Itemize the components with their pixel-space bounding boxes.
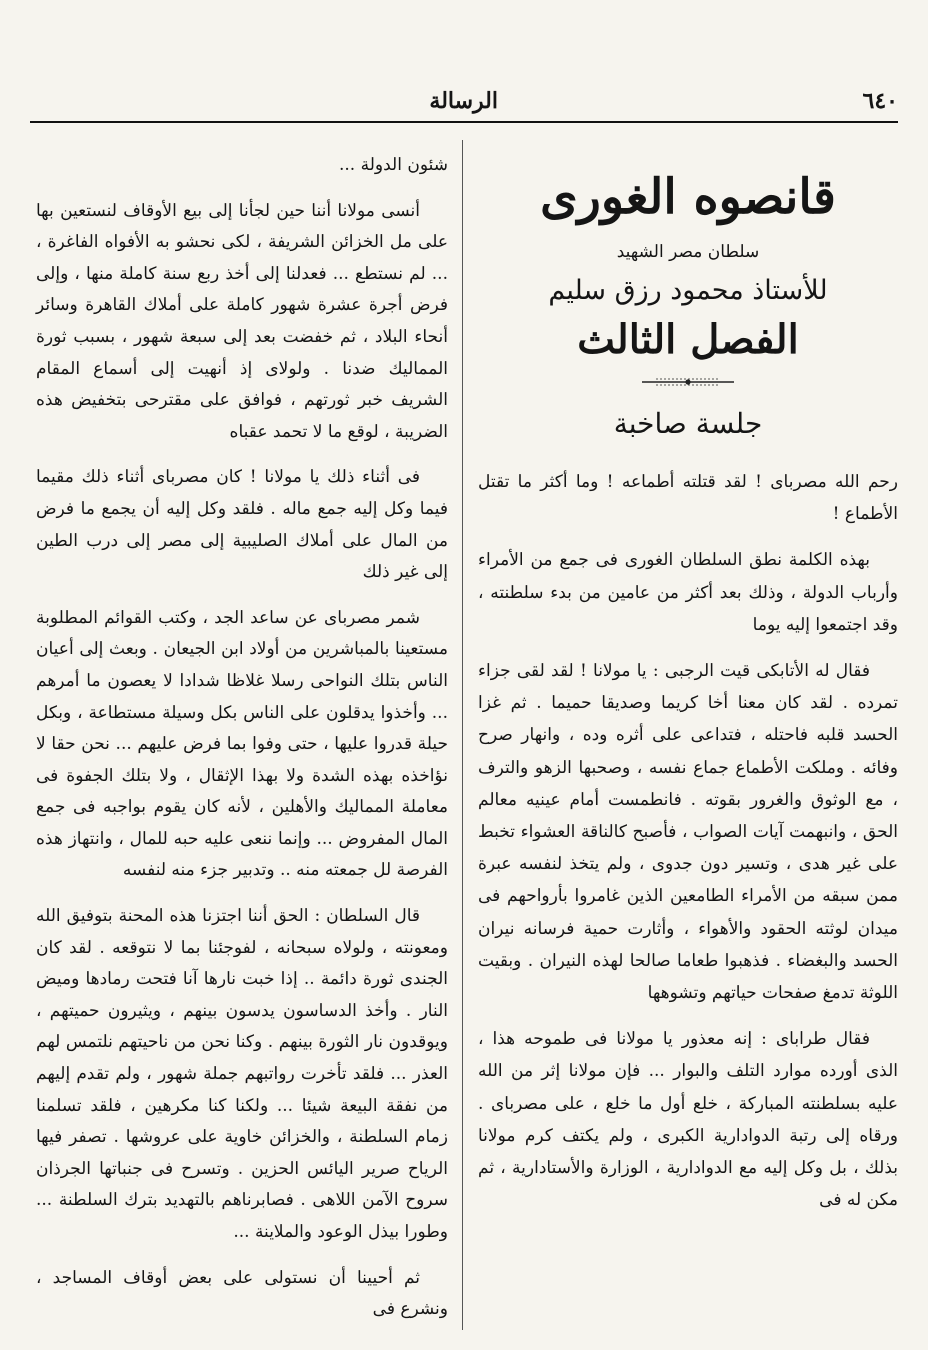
right-paragraph-1: رحم الله مصرباى ! لقد قتلته أطماعه ! وما أكثر ما تقتل الأطماع ! bbox=[478, 472, 898, 525]
right-paragraph-2: بهذه الكلمة نطق السلطان الغورى فى جمع من الأمراء وأرباب الدولة ، وذلك بعد أكثر من عامين من بدء سلطنته ، وقد اجتمعوا إليه يوما bbox=[478, 550, 898, 635]
section-heading: جلسة صاخبة bbox=[613, 407, 763, 440]
article-author: للأستاذ محمود رزق سليم bbox=[548, 275, 828, 306]
column-divider bbox=[462, 140, 463, 1330]
right-paragraph-3: فقال له الأتابكى قيت الرجبى : يا مولانا ! لقد لقى جزاء تمرده . لقد كان معنا أخا كريما وصديقا حميما . ثم غزا الحسد قلبه فاحتله ، فتداعى على أثره وده ، وانهار صرح وفائه . وملكت الأطماع جماع نفسه ، وصحبها الزهو والترف ، مع الوثوق والغرور بقوته . فانطمست أمام عينيه معالم الحق ، وانبهمت آيات الصواب ، فأصبح كالناقة العشواء تخبط على غير هدى ، وتسير دون جدوى ، ولم يتخذ لنفسه عبرة ممن سبقه من الأمراء الطامعين الذين غامروا بأرواحهم فى ميدان لوثته الحقود والأهواء ، وأثارت حمية فرسانه نيران الحسد والبغضاء . فذهبوا طعاما صالحا لهذه النيران . وبقيت اللوثة تدمغ صفحات حياتهم وتشوهها bbox=[478, 661, 898, 1004]
header-rule bbox=[30, 121, 898, 123]
page-number: ٦٤٠ bbox=[862, 88, 898, 114]
ornament-divider bbox=[640, 376, 736, 388]
article-heading bbox=[478, 168, 898, 444]
article-title: قانصوه الغورى bbox=[540, 169, 836, 225]
left-paragraph-4: شمر مصرباى عن ساعد الجد ، وكتب القوائم المطلوبة مستعينا بالمباشرين من أولاد ابن الجيعان . وبعث إلى أعيان الناس بتلك النواحى رسلا غلاظا شدادا لا يعصون ما أمرهم ... وأخذوا يدقلون على الناس بكل وسيلة مستطاعة ، وبكل حيلة قدروا عليها ، حتى وفوا بما فرض عليهم ... نحن حقا لا نؤاخذه بهذه الشدة ولا بهذا الإثقال ، ولا بتلك الجفوة فى معاملة المماليك والأهلين ، لأنه كان يقوم بواجبه فى جمع المال المفروض ... وإنما ننعى عليه حبه للمال ، وانتهاز هذه الفرصة لل جمعته منه .. وتدبير جزء منه لنفسه bbox=[36, 607, 448, 881]
left-paragraph-5: قال السلطان : الحق أننا اجتزنا هذه المحنة بتوفيق الله ومعونته ، ولولاه سبحانه ، لفوجئنا بما لا نتوقعه . لقد كان الجندى ثورة دائمة .. إذا خبت نارها آنا فتحت رمادها وميض النار . وأخذ الدساسون يدسون بينهم ، ويثيرون حميتهم ، ويوقدون نار الثورة بينهم . وكنا نحن من ناحيتهم نلتمس لهم العذر ... فلقد تأخرت رواتبهم جملة شهور ، ولم تقدم إليهم من نفقة البيعة شيئا ... ولكنا كنا مكرهين ، فلقد تسلمنا زمام السلطنة ، والخزائن خاوية على عروشها . تصفر فيها الرياح صرير اليائس الحزين . وتسرح فى جنباتها الجرذان سروح الآمن اللاهى . فصابرناهم بالتهديد بترك السلطنة ... وطورا بيذل الوعود والملاينة ... bbox=[36, 906, 448, 1242]
left-paragraph-3: فى أثناء ذلك يا مولانا ! كان مصرباى أثناء ذلك مقيما فيما وكل إليه جمع ماله . فلقد وكل إليه أن يجمع ما فرض من المال على أملاك الصليبية إلى مصر إلى درب الطين إلى غير ذلك bbox=[36, 467, 448, 583]
left-paragraph-2: أنسى مولانا أننا حين لجأنا إلى بيع الأوقاف لنستعين بها على مل الخزائن الشريفة ، لكى نحشو به الأفواه الفاغرة ، ... لم نستطع ... فعدلنا إلى أخذ ربع سنة كاملة منها ، وإلى فرض أجرة عشرة شهور كاملة على أملاك القاهرة وسائر أنحاء البلاد ، ثم خفضت بعد إلى سبعة شهور ، بسبب ثورة المماليك ضدنا . ولولاى إذ أنهيت إلى أسماع المقام الشريف خبر ثورتهم ، فوافق على مقترحى بتخفيض هذه الضريبة ، لوقع ما لا تحمد عقباه bbox=[36, 200, 448, 442]
chapter-heading: الفصل الثالث bbox=[577, 316, 799, 363]
page-header bbox=[30, 88, 898, 116]
left-paragraph-1: شئون الدولة ... bbox=[339, 155, 448, 175]
left-paragraph-6: ثم أحيينا أن نستولى على بعض أوقاف المساجد ، ونشرع فى bbox=[36, 1267, 448, 1320]
article-subtitle: سلطان مصر الشهيد bbox=[616, 242, 760, 262]
left-column bbox=[36, 150, 448, 1340]
running-title: الرسالة bbox=[429, 88, 498, 114]
right-column bbox=[478, 150, 898, 1230]
right-paragraph-4: فقال طراباى : إنه معذور يا مولانا فى طموحه هذا ، الذى أورده موارد التلف والبوار ... فإن مولانا إثر من الله عليه بسلطنته المباركة ، خلع أول ما خلع ، على مصرباى . ورقاه إلى رتبة الدوادارية الكبرى ، ولم يكتف كرم مولانا بذلك ، بل وكل إليه مع الدوادارية ، الوزارة والأستادارية ، ثم مكن له فى bbox=[478, 1029, 898, 1211]
